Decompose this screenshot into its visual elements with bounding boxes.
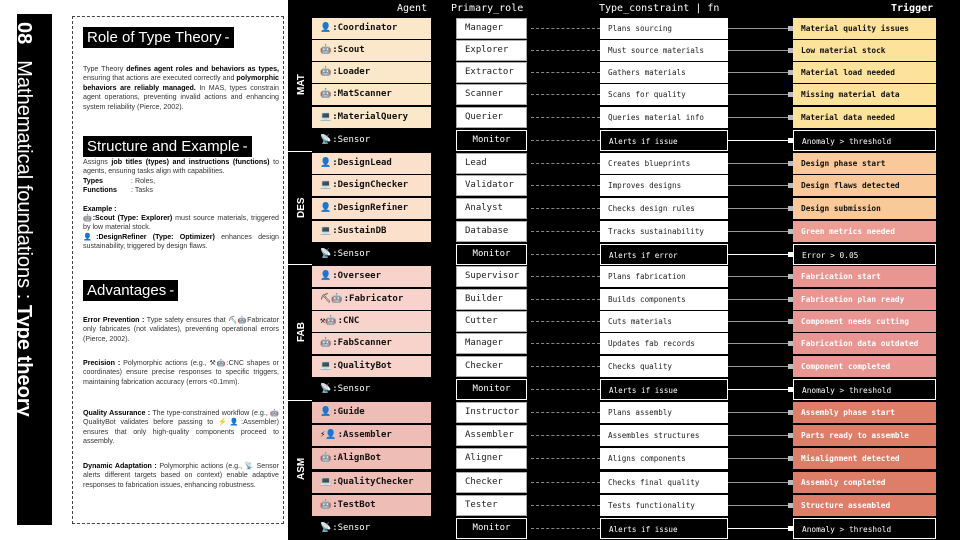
structure-title-dash: -: [242, 138, 248, 155]
agent-row: [288, 266, 960, 288]
agent-icon: ⚒🤖: [320, 316, 337, 326]
role-text-3: In MAS, types constrain agent operations, preventing invalid actions and enhancing system reliability (Pierce, 2002).: [83, 83, 279, 111]
connector-line: [728, 231, 791, 232]
constraint-cell: Alerts if issue: [600, 518, 728, 539]
advantages-title-text: Advantages: [87, 282, 167, 299]
agent-icon: 💻: [320, 477, 332, 487]
agent-row: [288, 175, 960, 197]
constraint-cell: Checks final quality: [600, 472, 728, 493]
group-separator: [288, 264, 312, 265]
trigger-cell: Assembly phase start: [793, 402, 936, 423]
connector-dashed: [531, 231, 600, 232]
role-title-dash: -: [224, 29, 230, 46]
trigger-cell: Fabrication start: [793, 266, 936, 287]
agent-name: :DesignChecker: [332, 180, 409, 190]
constraint-cell: Tests functionality: [600, 495, 728, 516]
trigger-cell: Design submission: [793, 198, 936, 219]
agent-row: [288, 18, 960, 40]
role-cell: Supervisor: [456, 266, 527, 287]
connector-line: [728, 458, 791, 459]
role-cell: Monitor: [456, 379, 527, 400]
connector-line: [728, 528, 791, 529]
agent-cell: [312, 221, 431, 242]
agent-row: [288, 356, 960, 378]
constraint-cell: Alerts if issue: [600, 379, 728, 400]
constraint-cell: Plans sourcing: [600, 18, 728, 39]
trigger-cell: Parts ready to assemble: [793, 425, 936, 446]
connector-dashed: [531, 254, 600, 255]
agent-row: [288, 107, 960, 129]
trigger-cell: Low material stock: [793, 40, 936, 61]
agent-row: [288, 289, 960, 311]
role-title-text: Role of Type Theory: [87, 29, 222, 46]
trigger-cell: Design flaws detected: [793, 175, 936, 196]
connector-dashed: [531, 208, 600, 209]
agent-name: :Sensor: [332, 135, 371, 145]
role-cell: Builder: [456, 289, 527, 310]
agent-row: [288, 333, 960, 355]
assembler-icon: ⚡👤: [217, 418, 242, 427]
fabricator-icon: ⛏🤖: [228, 316, 248, 324]
agent-name: :MaterialQuery: [332, 112, 409, 122]
constraint-cell: Aligns components: [600, 448, 728, 469]
agent-row: [288, 379, 960, 401]
connector-dashed: [531, 458, 600, 459]
agent-row: [288, 244, 960, 266]
agent-icon: 📡: [320, 523, 332, 533]
example-2: [83, 233, 279, 252]
advantage-quality-text: The type-constrained workflow (e.g.,: [150, 409, 271, 417]
connector-line: [728, 50, 791, 51]
connector-dashed: [531, 321, 600, 322]
agent-row: [288, 472, 960, 494]
connector-dashed: [531, 505, 600, 506]
agent-name: :DesignRefiner: [332, 203, 409, 213]
connector-line: [728, 117, 791, 118]
agent-icon: 🤖: [320, 89, 332, 99]
trigger-cell: Green metrics needed: [793, 221, 936, 242]
agent-cell: [312, 311, 431, 332]
agent-icon: 💻: [320, 112, 332, 122]
agent-icon: 👤: [320, 407, 332, 417]
header-primary-role: Primary_role: [451, 3, 524, 14]
agent-name: :Sensor: [332, 384, 371, 394]
role-cell: Explorer: [456, 40, 527, 61]
agent-name: :Fabricator: [343, 294, 404, 304]
advantage-quality: [83, 409, 279, 447]
trigger-cell: Anomaly > threshold: [793, 130, 936, 151]
agent-icon: 🤖: [320, 500, 332, 510]
agent-cell: [312, 62, 431, 83]
agent-icon: 💻: [320, 361, 332, 371]
trigger-cell: Material quality issues: [793, 18, 936, 39]
connector-dashed: [531, 185, 600, 186]
group-label: FAB: [296, 322, 307, 342]
role-cell: Cutter: [456, 311, 527, 332]
group-label: ASM: [296, 457, 307, 480]
example-1-bold: :Scout (Type: Explorer): [92, 214, 173, 223]
agent-icon: 📡: [320, 135, 332, 145]
strip-title: [14, 22, 34, 417]
trigger-cell: Material load needed: [793, 62, 936, 83]
role-cell: Scanner: [456, 84, 527, 105]
trigger-cell: Anomaly > threshold: [793, 379, 936, 400]
agent-row: [288, 425, 960, 447]
agent-icon: 💻: [320, 226, 332, 236]
agent-name: :Coordinator: [332, 23, 398, 33]
agent-cell: [312, 130, 431, 151]
role-cell: Monitor: [456, 130, 527, 151]
connector-line: [728, 185, 791, 186]
agent-icon: 💻: [320, 180, 332, 190]
role-cell: Monitor: [456, 244, 527, 265]
agent-cell: [312, 84, 431, 105]
trigger-cell: Misalignment detected: [793, 448, 936, 469]
connector-dashed: [531, 389, 600, 390]
connector-dashed: [531, 50, 600, 51]
role-section-title: [83, 27, 234, 48]
connector-dashed: [531, 94, 600, 95]
agent-name: :TestBot: [332, 500, 376, 510]
constraint-cell: Creates blueprints: [600, 153, 728, 174]
header-trigger: Trigger: [891, 3, 934, 14]
agent-row: [288, 84, 960, 106]
agent-row: [288, 495, 960, 517]
structure-text-1: Assigns: [83, 158, 112, 166]
agent-cell: [312, 244, 431, 265]
constraint-cell: Checks quality: [600, 356, 728, 377]
agent-row: [288, 448, 960, 470]
constraint-cell: Gathers materials: [600, 62, 728, 83]
agent-name: :Sensor: [332, 523, 371, 533]
agent-cell: [312, 356, 431, 377]
connector-dashed: [531, 72, 600, 73]
connector-dashed: [531, 412, 600, 413]
spacer: [83, 196, 279, 205]
agent-icon: 🤖: [320, 67, 332, 77]
text-panel: [72, 16, 284, 524]
role-cell: Lead: [456, 153, 527, 174]
example-1-text: must source materials, triggered by low material stock.: [83, 214, 279, 232]
example-1: [83, 214, 279, 233]
group-label: MAT: [296, 74, 307, 95]
trigger-cell: Component completed: [793, 356, 936, 377]
agent-icon: 🤖: [320, 45, 332, 55]
trigger-cell: Missing material data: [793, 84, 936, 105]
trigger-cell: Component needs cutting: [793, 311, 936, 332]
constraint-cell: Improves designs: [600, 175, 728, 196]
agent-cell: [312, 289, 431, 310]
agent-icon: ⚡👤: [320, 430, 337, 440]
connector-line: [728, 28, 791, 29]
role-cell: Manager: [456, 333, 527, 354]
role-cell: Tester: [456, 495, 527, 516]
role-cell: Checker: [456, 356, 527, 377]
connector-line: [728, 505, 791, 506]
agent-icon: 👤: [320, 271, 332, 281]
trigger-cell: Structure assembled: [793, 495, 936, 516]
agent-name: :QualityBot: [332, 361, 392, 371]
advantage-precision-text-2: :CNC shapes or coordinates) ensure precise responses to specific triggers, maintaining fabrication accuracy (errors <0.1mm).: [83, 359, 279, 386]
agent-cell: [312, 379, 431, 400]
advantages-section-title: [83, 280, 178, 301]
connector-line: [728, 343, 791, 344]
advantage-adaptation: [83, 462, 279, 490]
types-value: : Roles,: [131, 176, 156, 185]
agent-cell: [312, 495, 431, 516]
agent-row: [288, 40, 960, 62]
advantage-error-text: Type safety ensures that: [144, 316, 229, 324]
agent-row: [288, 153, 960, 175]
agent-icon: 📡: [320, 249, 332, 259]
constraint-cell: Plans fabrication: [600, 266, 728, 287]
advantage-adaptation-text: Polymorphic actions (e.g.,: [156, 462, 245, 470]
agent-cell: [312, 18, 431, 39]
role-paragraph: [83, 65, 279, 112]
connector-line: [728, 321, 791, 322]
agent-icon: 📡: [320, 384, 332, 394]
constraint-cell: Cuts materials: [600, 311, 728, 332]
advantage-quality-text-2: QualityBot validates before passing to: [83, 418, 218, 427]
connector-dashed: [531, 528, 600, 529]
agent-name: :Assembler: [337, 430, 392, 440]
connector-dashed: [531, 163, 600, 164]
header-type-constraint: Type_constraint | fn: [599, 3, 720, 14]
role-bold-2: polymorphic behaviors are reliably managed.: [83, 74, 279, 92]
sensor-icon: 📡: [244, 462, 254, 470]
connector-line: [728, 254, 791, 255]
connector-dashed: [531, 140, 600, 141]
role-cell: Querier: [456, 107, 527, 128]
functions-value: : Tasks: [131, 186, 153, 195]
agent-row: [288, 62, 960, 84]
connector-dashed: [531, 366, 600, 367]
constraint-cell: Plans assembly: [600, 402, 728, 423]
connector-dashed: [531, 482, 600, 483]
agent-cell: [312, 175, 431, 196]
constraint-cell: Queries material info: [600, 107, 728, 128]
agent-row: [288, 198, 960, 220]
group-separator: [288, 151, 312, 152]
role-cell: Validator: [456, 175, 527, 196]
connector-dashed: [531, 299, 600, 300]
agent-cell: [312, 198, 431, 219]
advantage-error-title: Error Prevention :: [83, 316, 145, 324]
agent-cell: [312, 40, 431, 61]
trigger-cell: Assembly completed: [793, 472, 936, 493]
agent-icon: 🤖: [320, 453, 332, 463]
title-bold: Type theory: [13, 304, 35, 417]
role-text-1: Type Theory: [83, 65, 127, 73]
title-strip: [13, 14, 52, 525]
structure-section-title: [83, 136, 252, 157]
agent-cell: [312, 472, 431, 493]
agent-row: [288, 402, 960, 424]
structure-title-text: Structure and Example: [87, 138, 240, 155]
agent-name: :Guide: [332, 407, 365, 417]
agent-cell: [312, 448, 431, 469]
constraint-cell: Tracks sustainability: [600, 221, 728, 242]
agent-row: [288, 221, 960, 243]
connector-line: [728, 94, 791, 95]
advantage-error: [83, 316, 279, 344]
connector-line: [728, 389, 791, 390]
robot-icon: 🤖: [270, 409, 279, 417]
agent-icon: 👤: [320, 203, 332, 213]
connector-line: [728, 482, 791, 483]
agent-name: :MatScanner: [332, 89, 392, 99]
connector-line: [728, 366, 791, 367]
agent-row: [288, 311, 960, 333]
trigger-cell: Material data needed: [793, 107, 936, 128]
agent-name: :CNC: [337, 316, 360, 326]
title-prefix: Mathematical foundations :: [13, 60, 35, 305]
trigger-cell: Fabrication data outdated: [793, 333, 936, 354]
role-cell: Manager: [456, 18, 527, 39]
agent-name: :Loader: [332, 67, 371, 77]
agent-icon: ⛏🤖: [320, 294, 343, 304]
advantage-adaptation-title: Dynamic Adaptation :: [83, 462, 157, 470]
advantage-error-text-2: Fabricator only fabricates (not validates), preventing operational errors (Pierce, 2002).: [83, 316, 279, 343]
structure-intro: [83, 158, 279, 177]
constraint-cell: Updates fab records: [600, 333, 728, 354]
trigger-cell: Design phase start: [793, 153, 936, 174]
agent-cell: [312, 333, 431, 354]
connector-line: [728, 299, 791, 300]
agent-cell: [312, 266, 431, 287]
agent-name: :Sensor: [332, 249, 371, 259]
agent-cell: [312, 107, 431, 128]
connector-line: [728, 140, 791, 141]
role-cell: Aligner: [456, 448, 527, 469]
constraint-cell: Must source materials: [600, 40, 728, 61]
person-icon: 👤: [83, 232, 97, 241]
advantage-quality-text-3: :Assembler) ensures that only high-quality components proceed to assembly.: [83, 418, 279, 446]
structure-paragraph: [83, 158, 279, 252]
agent-icon: 👤: [320, 158, 332, 168]
functions-line: [83, 186, 279, 195]
role-cell: Analyst: [456, 198, 527, 219]
role-cell: Extractor: [456, 62, 527, 83]
trigger-cell: Anomaly > threshold: [793, 518, 936, 539]
role-cell: Checker: [456, 472, 527, 493]
connector-dashed: [531, 276, 600, 277]
connector-line: [728, 72, 791, 73]
constraint-cell: Alerts if error: [600, 244, 728, 265]
agent-cell: [312, 153, 431, 174]
advantage-precision: [83, 359, 279, 387]
constraint-cell: Checks design rules: [600, 198, 728, 219]
section-number: 08: [13, 22, 35, 45]
role-cell: Instructor: [456, 402, 527, 423]
structure-bold-1: job titles (types) and instructions (functions): [111, 158, 270, 166]
structure-text-2: to agents, ensuring tasks align with capabilities.: [83, 158, 280, 176]
agent-name: :AlignBot: [332, 453, 381, 463]
constraint-cell: Assembles structures: [600, 425, 728, 446]
group-label: DES: [296, 197, 307, 218]
cnc-icon: ⚒🤖: [209, 359, 227, 367]
agent-icon: 👤: [320, 23, 332, 33]
role-cell: Assembler: [456, 425, 527, 446]
advantage-quality-title: Quality Assurance :: [83, 409, 151, 417]
connector-line: [728, 435, 791, 436]
agent-cell: [312, 518, 431, 539]
agent-cell: [312, 425, 431, 446]
example-2-text: enhances design sustainability, triggered by design flaws.: [83, 232, 279, 251]
example-label-text: Example :: [83, 204, 117, 213]
agent-icon: 🤖: [320, 338, 332, 348]
role-cell: Monitor: [456, 518, 527, 539]
role-bold-1: defines agent roles and behaviors as types,: [126, 65, 279, 73]
role-text-2: ensuring that actions are executed correctly and: [83, 74, 237, 83]
example-label: [83, 205, 279, 214]
trigger-cell: Fabrication plan ready: [793, 289, 936, 310]
advantages-title-dash: -: [169, 282, 175, 299]
advantage-adaptation-text-2: Sensor alerts different targets based on context) enable adaptive responses to fabrication issues, enhancing robustness.: [83, 462, 279, 489]
types-key: Types: [83, 176, 103, 185]
agent-name: :Overseer: [332, 271, 381, 281]
agent-row: [288, 518, 960, 540]
advantage-precision-text: Polymorphic actions (e.g.,: [120, 359, 210, 367]
functions-key: Functions: [83, 186, 117, 195]
advantage-precision-title: Precision :: [83, 359, 121, 367]
types-line: [83, 177, 279, 186]
connector-line: [728, 412, 791, 413]
connector-dashed: [531, 435, 600, 436]
constraint-cell: Alerts if issue: [600, 130, 728, 151]
constraint-cell: Builds components: [600, 289, 728, 310]
agent-row: [288, 130, 960, 152]
connector-line: [728, 208, 791, 209]
agent-name: :SustainDB: [332, 226, 387, 236]
agent-name: :Scout: [332, 45, 365, 55]
agent-name: :DesignLead: [332, 158, 392, 168]
role-cell: Database: [456, 221, 527, 242]
agent-name: :QualityChecker: [332, 477, 414, 487]
header-agent: Agent: [397, 3, 428, 14]
connector-dashed: [531, 28, 600, 29]
connector-dashed: [531, 343, 600, 344]
group-separator: [288, 400, 312, 401]
trigger-cell: Error > 0.05: [793, 244, 936, 265]
type-diagram: [288, 0, 960, 540]
connector-dashed: [531, 117, 600, 118]
connector-line: [728, 163, 791, 164]
robot-icon: 🤖: [83, 214, 93, 223]
connector-line: [728, 276, 791, 277]
example-2-bold: :DesignRefiner (Type: Optimizer): [96, 232, 215, 241]
agent-cell: [312, 402, 431, 423]
agent-name: :FabScanner: [332, 338, 392, 348]
constraint-cell: Scans for quality: [600, 84, 728, 105]
